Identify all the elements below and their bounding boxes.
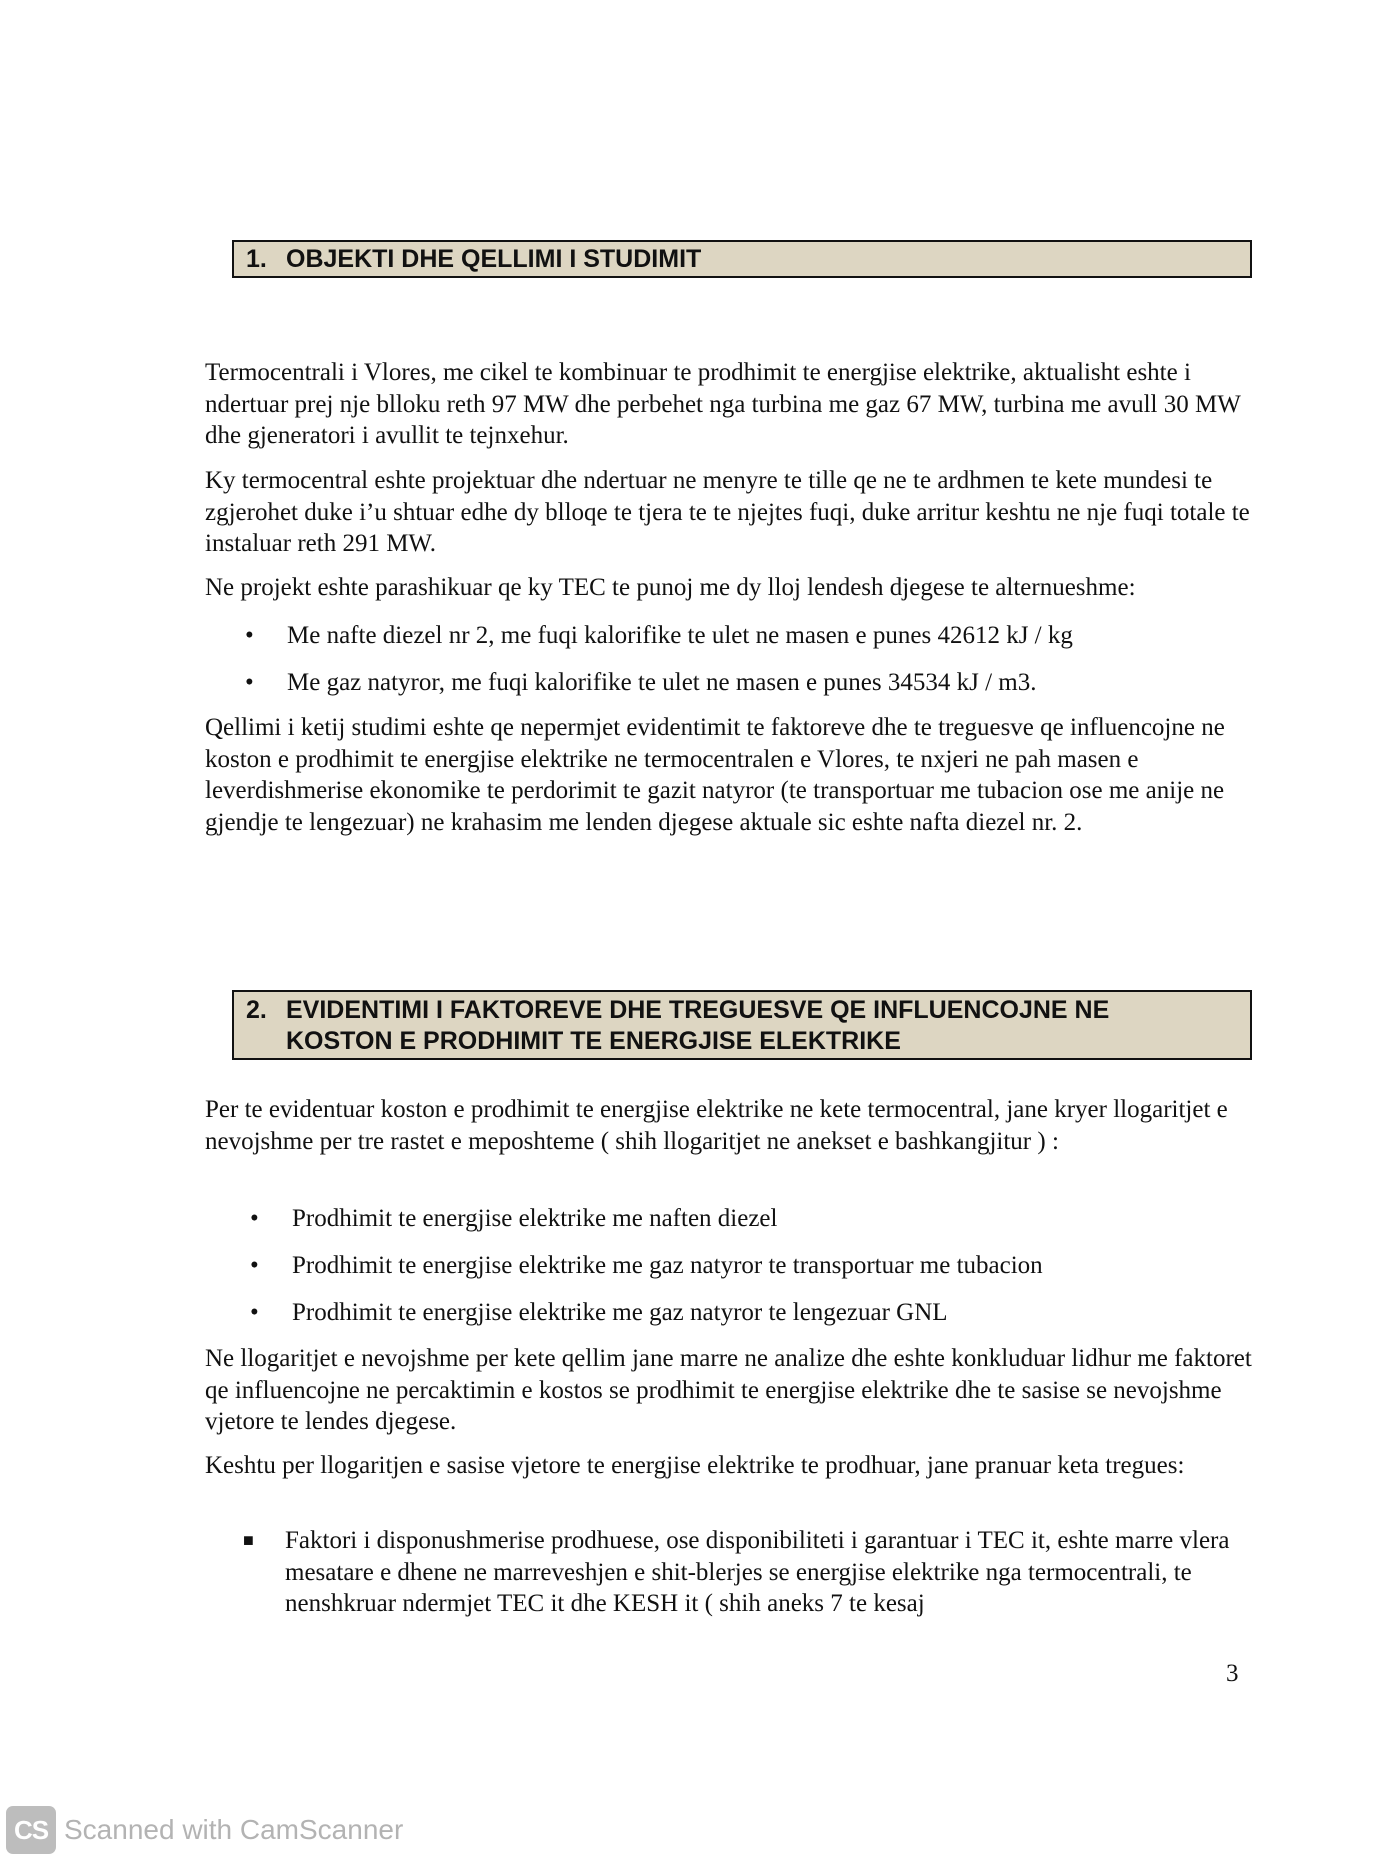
list-item-text: Me nafte diezel nr 2, me fuqi kalorifike te ulet ne masen e punes 42612 kJ / kg [287, 622, 1073, 649]
section-1-title: OBJEKTI DHE QELLIMI I STUDIMIT [286, 245, 702, 273]
bullet-icon: • [245, 669, 254, 696]
list-item-text: Prodhimit te energjise elektrike me gaz natyror te lengezuar GNL [292, 1299, 948, 1326]
section-1-paragraph: Ne projekt eshte parashikuar qe ky TEC te punoj me dy lloj lendesh djegese te alternueshme: [205, 574, 1136, 601]
list-item [245, 667, 1073, 698]
section-1-number: 1. [246, 245, 267, 273]
camscanner-logo-icon [6, 1806, 56, 1854]
page-number: 3 [1226, 1660, 1239, 1687]
bullet-icon: • [250, 1205, 259, 1232]
section-2-paragraph: Keshtu per llogaritjen e sasise vjetore te energjise elektrike te prodhuar, jane pranuar keta tregues: [205, 1452, 1185, 1479]
list-item-text: Me gaz natyror, me fuqi kalorifike te ulet ne masen e punes 34534 kJ / m3. [287, 669, 1037, 696]
section-1-paragraph: Termocentrali i Vlores, me cikel te kombinuar te prodhimit te energjise elektrike, aktualisht eshte i ndertuar prej nje blloku reth 97 MW dhe perbehet nga turbina me gaz 67 MW, turbina me avull 30 MW dhe gjeneratori i avullit te tejnxehur. [205, 359, 1241, 449]
section-2-intro: Per te evidentuar koston e prodhimit te energjise elektrike ne kete termocentral, jane kryer llogaritjet e nevojshme per tre rastet e meposhteme ( shih llogaritjet ne anekset e bashkangjitur ) : [205, 1096, 1228, 1155]
indicator-list [243, 1525, 1253, 1620]
list-item [245, 620, 1073, 667]
list-item-text: Prodhimit te energjise elektrike me naften diezel [292, 1205, 778, 1232]
bullet-icon: • [250, 1299, 259, 1326]
calculation-cases-list [250, 1203, 1043, 1328]
section-2-title-line-2: KOSTON E PRODHIMIT TE ENERGJISE ELEKTRIKE [286, 1027, 901, 1055]
list-item [250, 1203, 1043, 1250]
fuel-type-list [245, 620, 1073, 698]
list-item-text: Prodhimit te energjise elektrike me gaz natyror te transportuar me tubacion [292, 1252, 1043, 1279]
bullet-icon: • [250, 1252, 259, 1279]
camscanner-watermark [6, 1806, 403, 1854]
section-2-title-line-1: EVIDENTIMI I FAKTOREVE DHE TREGUESVE QE INFLUENCOJNE NE [286, 996, 1110, 1024]
section-1-heading [232, 240, 1252, 278]
square-bullet-icon: ■ [243, 1530, 254, 1550]
watermark-text: Scanned with CamScanner [64, 1814, 404, 1845]
section-1-paragraph: Ky termocentral eshte projektuar dhe ndertuar ne menyre te tille qe ne te ardhmen te kete mundesi te zgjerohet duke i’u shtuar edhe dy blloqe te tjera te te njejtes fuqi, duke arritur keshtu ne nje fuqi totale te instaluar reth 291 MW. [205, 467, 1250, 557]
list-item [250, 1297, 1043, 1328]
camscanner-logo-text: CS [13, 1814, 49, 1845]
list-item [250, 1250, 1043, 1297]
bullet-icon: • [245, 622, 254, 649]
section-2-number: 2. [246, 996, 267, 1024]
list-item-text: Faktori i disponushmerise prodhuese, ose disponibiliteti i garantuar i TEC it, eshte marre vlera mesatare e dhene ne marreveshjen e shit-blerjes se energjise elektrike nga termocentrali, te nenshkruar ndermjet TEC it dhe KESH it ( shih aneks 7 te kesaj [285, 1527, 1230, 1617]
section-2-heading [232, 990, 1252, 1060]
list-item [243, 1525, 1253, 1620]
section-2-paragraph: Ne llogaritjet e nevojshme per kete qellim jane marre ne analize dhe eshte konkluduar lidhur me faktoret qe influencojne ne percaktimin e kostos se prodhimit te energjise elektrike dhe te sasise se nevojshme vjetore te lendes djegese. [205, 1345, 1252, 1435]
section-1-purpose-paragraph: Qellimi i ketij studimi eshte qe nepermjet evidentimit te faktoreve dhe te treguesve qe influencojne ne koston e prodhimit te energjise elektrike ne termocentralen e Vlores, te nxjeri ne pah masen e leverdishmerise ekonomike te perdorimit te gazit natyror (te transportuar me tubacion ose me anije ne gjendje te lengezuar) ne krahasim me lenden djegese aktuale sic eshte nafta diezel nr. 2. [205, 714, 1225, 836]
